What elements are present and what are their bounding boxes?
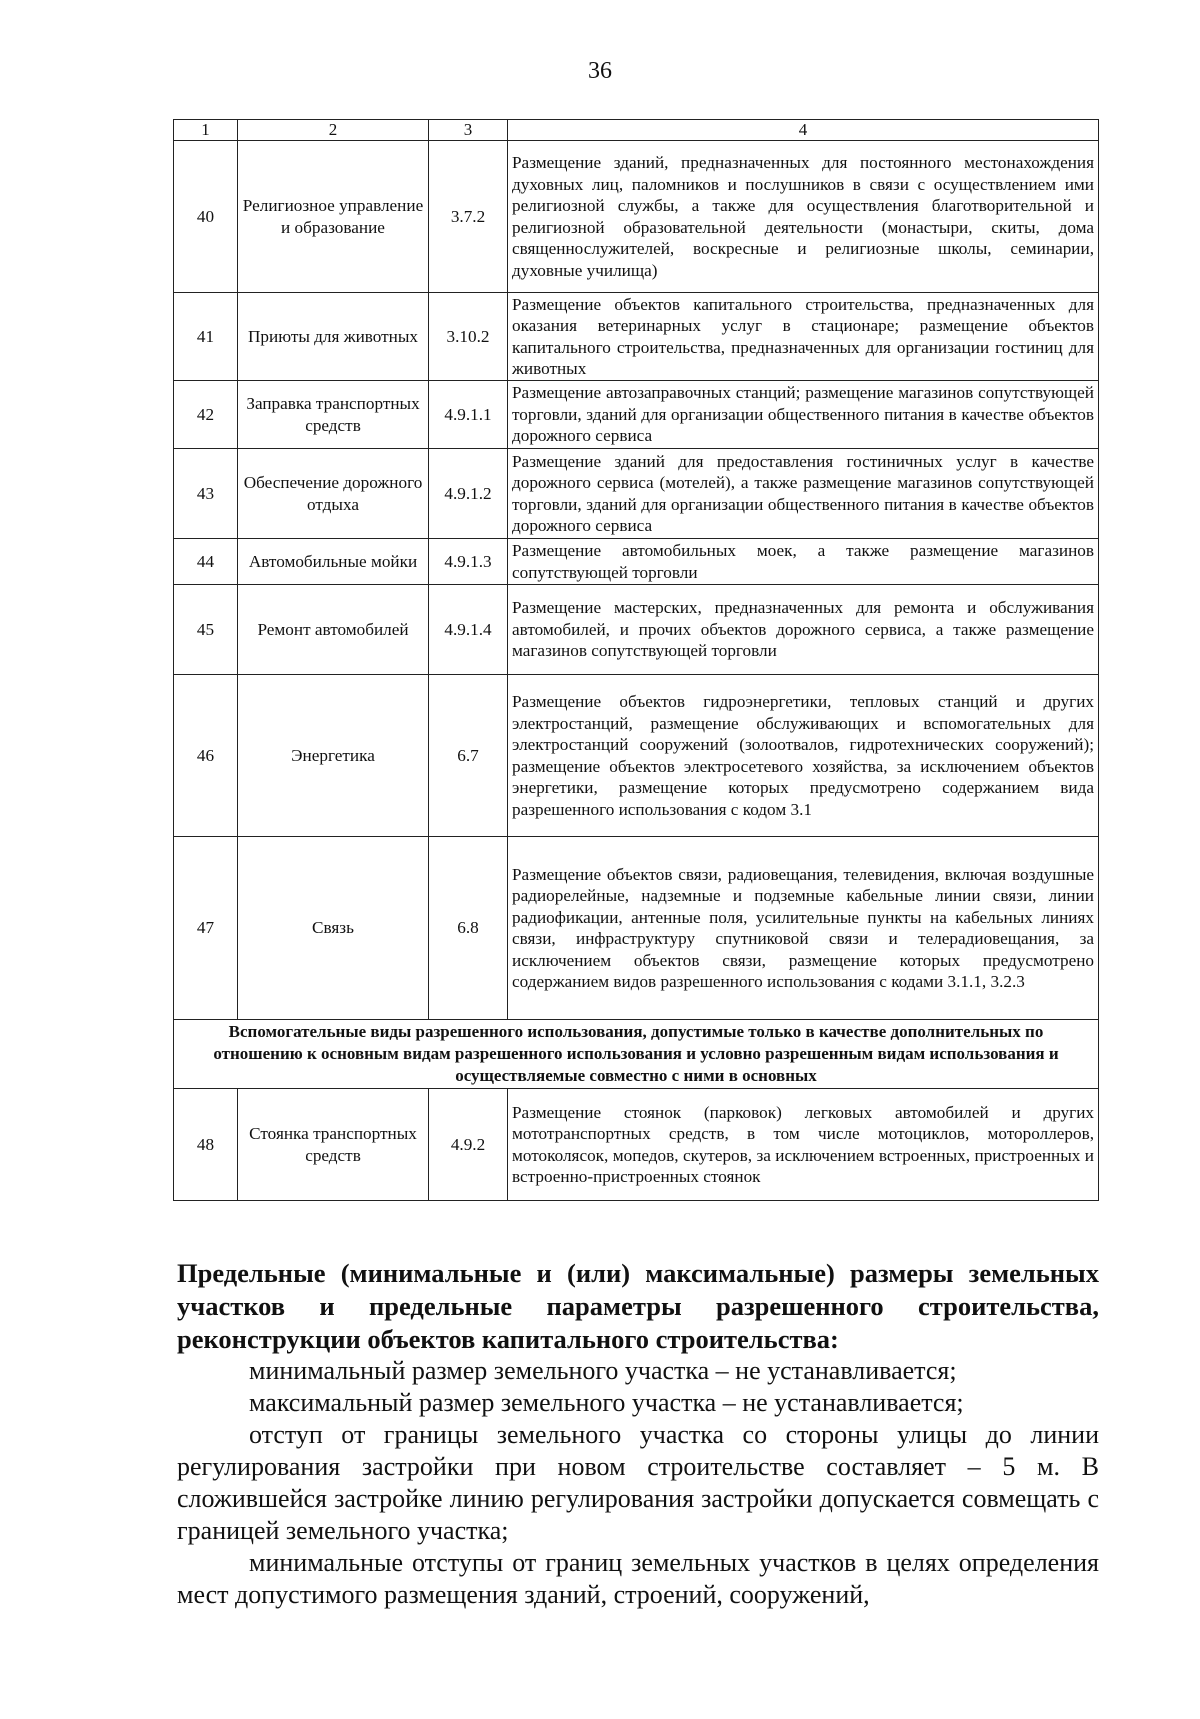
page-number: 36 bbox=[588, 58, 612, 84]
column-header: 4 bbox=[508, 120, 1099, 141]
use-type-code: 4.9.1.2 bbox=[429, 449, 508, 539]
paragraph-max-size: максимальный размер земельного участка – не устанавливается; bbox=[249, 1388, 964, 1417]
use-type-description: Размещение автозаправочных станций; размещение магазинов сопутствующей торговли, зданий для организации общественного питания в качестве объектов дорожного сервиса bbox=[508, 381, 1099, 449]
use-type-code: 6.7 bbox=[429, 675, 508, 837]
use-type-code: 4.9.1.3 bbox=[429, 539, 508, 585]
use-type-name: Автомобильные мойки bbox=[238, 539, 429, 585]
table-row bbox=[174, 1089, 1099, 1201]
use-type-description: Размещение зданий для предоставления гостиничных услуг в качестве дорожного сервиса (мотелей), а также размещение магазинов сопутствующей торговли, зданий для организации общественного питания в качестве объектов дорожного сервиса bbox=[508, 449, 1099, 539]
paragraph-min-size: минимальный размер земельного участка – не устанавливается; bbox=[249, 1356, 957, 1385]
use-type-code: 6.8 bbox=[429, 837, 508, 1020]
auxiliary-uses-heading: Вспомогательные виды разрешенного использования, допустимые только в качестве дополнительных по отношению к основным видам разрешенного использования и условно разрешенным видам использования и осуществляемые совместно с ними в основных bbox=[174, 1020, 1099, 1089]
table-row bbox=[174, 293, 1099, 381]
table-header-row bbox=[174, 120, 1099, 141]
column-header: 1 bbox=[174, 120, 238, 141]
use-type-name: Связь bbox=[238, 837, 429, 1020]
table-row bbox=[174, 449, 1099, 539]
use-type-code: 4.9.1.4 bbox=[429, 585, 508, 675]
paragraph-boundary-setbacks: минимальные отступы от границ земельных участков в целях определения мест допустимого размещения зданий, строений, сооружений, bbox=[177, 1548, 1099, 1609]
use-type-description: Размещение стоянок (парковок) легковых автомобилей и других мототранспортных средств, в том числе мотоциклов, мотороллеров, мотоколясок, мопедов, скутеров, за исключением встроенных, пристроенных и встроенно-пристроенных стоянок bbox=[508, 1089, 1099, 1201]
column-header: 3 bbox=[429, 120, 508, 141]
table-row bbox=[174, 837, 1099, 1020]
use-type-description: Размещение объектов капитального строительства, предназначенных для оказания ветеринарных услуг в стационаре; размещение объектов капитального строительства, предназначенных для организации гостиниц для животных bbox=[508, 293, 1099, 381]
use-type-name: Заправка транспортных средств bbox=[238, 381, 429, 449]
table-row bbox=[174, 381, 1099, 449]
row-number: 45 bbox=[174, 585, 238, 675]
table-row bbox=[174, 585, 1099, 675]
use-type-name: Энергетика bbox=[238, 675, 429, 837]
paragraph-street-setback: отступ от границы земельного участка со стороны улицы до линии регулирования застройки при новом строительстве составляет – 5 м. В сложившейся застройке линию регулирования застройки допускается совмещать с границей земельного участка; bbox=[177, 1420, 1099, 1545]
limits-body bbox=[177, 1355, 1099, 1611]
use-type-description: Размещение мастерских, предназначенных для ремонта и обслуживания автомобилей, и прочих объектов дорожного сервиса, а также размещение магазинов сопутствующей торговли bbox=[508, 585, 1099, 675]
limits-heading: Предельные (минимальные и (или) максимальные) размеры земельных участков и предельные параметры разрешенного строительства, реконструкции объектов капитального строительства: bbox=[177, 1258, 1099, 1354]
row-number: 44 bbox=[174, 539, 238, 585]
table-row bbox=[174, 539, 1099, 585]
row-number: 47 bbox=[174, 837, 238, 1020]
row-number: 43 bbox=[174, 449, 238, 539]
land-use-table bbox=[173, 119, 1099, 1201]
column-header: 2 bbox=[238, 120, 429, 141]
use-type-code: 4.9.2 bbox=[429, 1089, 508, 1201]
row-number: 41 bbox=[174, 293, 238, 381]
use-type-description: Размещение объектов гидроэнергетики, тепловых станций и других электростанций, размещение обслуживающих и вспомогательных для электростанций сооружений (золоотвалов, гидротехнических сооружений); размещение объектов электросетевого хозяйства, за исключением объектов энергетики, размещение которых предусмотрено содержанием вида разрешенного использования с кодом 3.1 bbox=[508, 675, 1099, 837]
use-type-description: Размещение объектов связи, радиовещания, телевидения, включая воздушные радиорелейные, надземные и подземные кабельные линии связи, линии радиофикации, антенные поля, усилительные пункты на кабельных линиях связи, инфраструктуру спутниковой связи и телерадиовещания, за исключением объектов связи, размещение которых предусмотрено содержанием видов разрешенного использования с кодами 3.1.1, 3.2.3 bbox=[508, 837, 1099, 1020]
table-row bbox=[174, 141, 1099, 293]
row-number: 40 bbox=[174, 141, 238, 293]
table-row bbox=[174, 675, 1099, 837]
section-heading-row bbox=[174, 1020, 1099, 1089]
use-type-description: Размещение автомобильных моек, а также размещение магазинов сопутствующей торговли bbox=[508, 539, 1099, 585]
use-type-name: Обеспечение дорожного отдыха bbox=[238, 449, 429, 539]
use-type-name: Ремонт автомобилей bbox=[238, 585, 429, 675]
row-number: 48 bbox=[174, 1089, 238, 1201]
use-type-code: 3.10.2 bbox=[429, 293, 508, 381]
use-type-name: Приюты для животных bbox=[238, 293, 429, 381]
use-type-name: Стоянка транспортных средств bbox=[238, 1089, 429, 1201]
use-type-code: 4.9.1.1 bbox=[429, 381, 508, 449]
row-number: 46 bbox=[174, 675, 238, 837]
use-type-name: Религиозное управление и образование bbox=[238, 141, 429, 293]
row-number: 42 bbox=[174, 381, 238, 449]
use-type-description: Размещение зданий, предназначенных для постоянного местонахождения духовных лиц, паломников и послушников в связи с осуществлением ими религиозной службы, а также для осуществления благотворительной и религиозной образовательной деятельности (монастыри, скиты, дома священнослужителей, воскресные и религиозные школы, семинарии, духовные училища) bbox=[508, 141, 1099, 293]
use-type-code: 3.7.2 bbox=[429, 141, 508, 293]
